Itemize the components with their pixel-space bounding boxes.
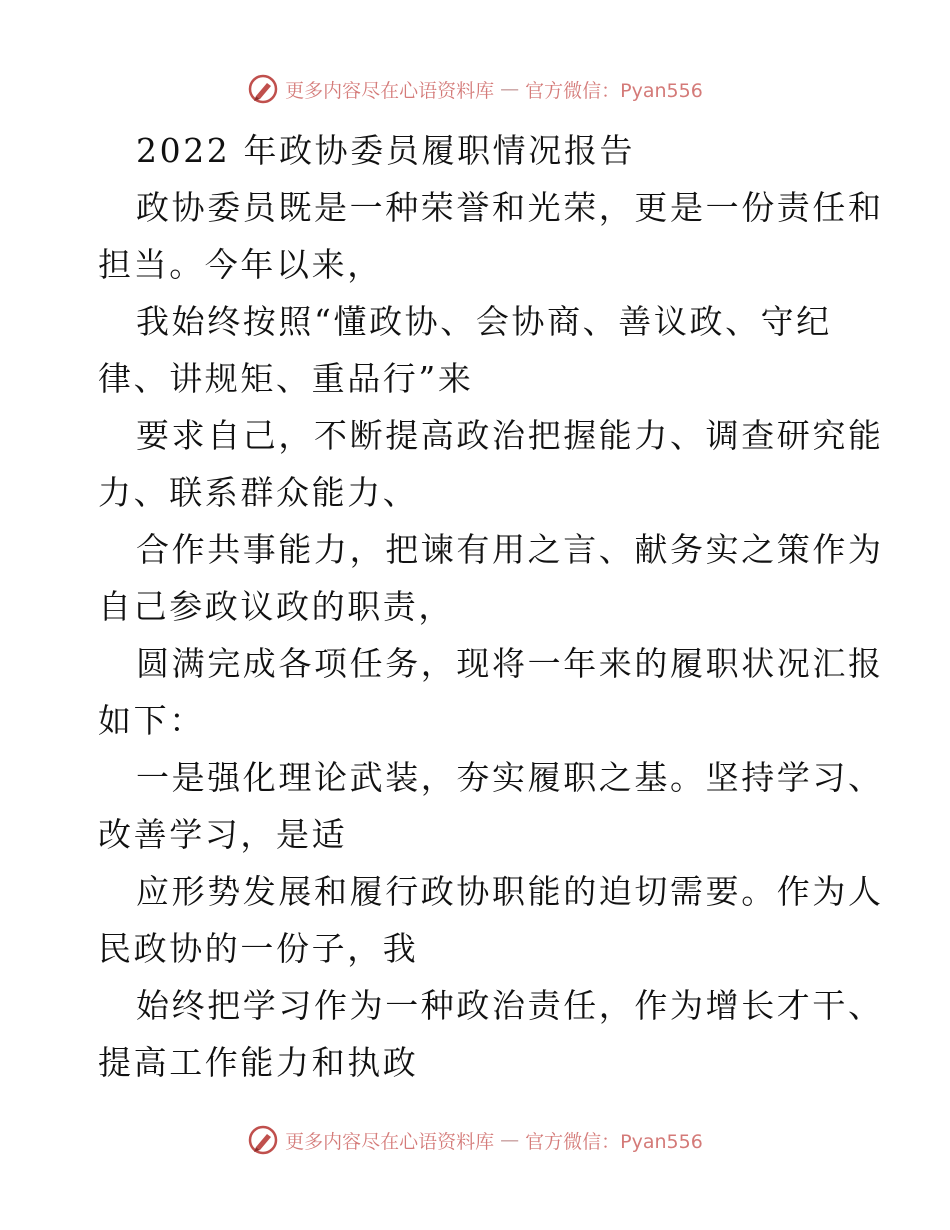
paragraph-line: 力、联系群众能力、 [98,473,419,512]
pen-logo-icon [247,73,279,105]
paragraph-line: 圆满完成各项任务，现将一年来的履职状况汇报 [136,644,884,683]
watermark-text: 更多内容尽在心语资料库 [285,1130,495,1153]
header-watermark [0,73,950,105]
paragraph-line: 提高工作能力和执政 [98,1043,419,1082]
paragraph-line: 改善学习，是适 [98,815,348,854]
watermark-text: 更多内容尽在心语资料库 [285,79,495,102]
pen-logo-icon [247,1124,279,1156]
paragraph-line: 要求自己，不断提高政治把握能力、调查研究能 [136,416,884,455]
document-title: 2022 年政协委员履职情况报告 [136,131,636,170]
paragraph-line: 担当。今年以来， [98,245,383,284]
paragraph-line: 应形势发展和履行政协职能的迫切需要。作为人 [136,872,884,911]
paragraph-line: 合作共事能力，把谏有用之言、献务实之策作为 [136,530,884,569]
footer-watermark [0,1124,950,1156]
watermark-contact: 官方微信：Pyan556 [525,1130,703,1153]
watermark-separator: — [500,78,520,100]
watermark-contact: 官方微信：Pyan556 [525,79,703,102]
paragraph-line: 如下： [98,701,205,740]
paragraph-line: 一是强化理论武装，夯实履职之基。坚持学习、 [136,758,884,797]
paragraph-line: 我始终按照“懂政协、会协商、善议政、守纪 [136,302,832,341]
paragraph-line: 民政协的一份子，我 [98,929,419,968]
paragraph-line: 律、讲规矩、重品行”来 [98,359,474,398]
paragraph-line: 自己参政议政的职责， [98,587,454,626]
paragraph-line: 始终把学习作为一种政治责任，作为增长才干、 [136,986,884,1025]
watermark-separator: — [500,1129,520,1151]
paragraph-line: 政协委员既是一种荣誉和光荣，更是一份责任和 [136,188,884,227]
